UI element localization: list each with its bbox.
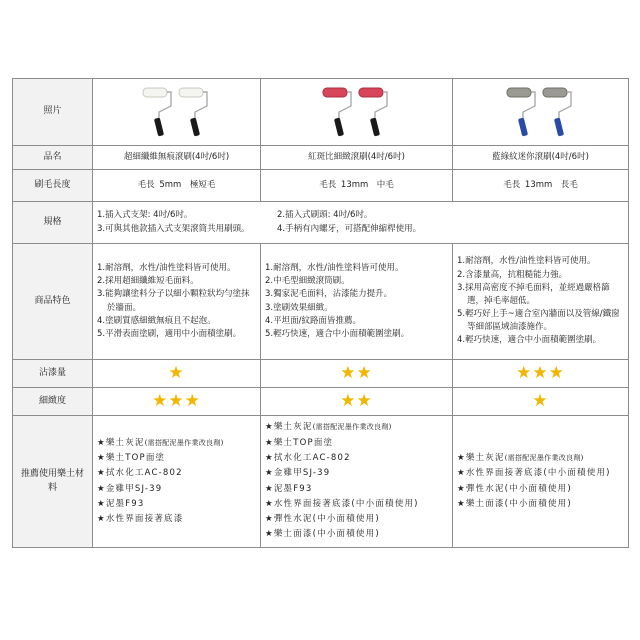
feature-item: 3.塗刷效果細緻。 bbox=[265, 302, 333, 313]
recommend-cell bbox=[261, 416, 453, 548]
features-cell bbox=[453, 244, 629, 360]
features-list bbox=[457, 255, 624, 347]
recommend-cell bbox=[93, 416, 261, 548]
absorb-row bbox=[13, 360, 629, 388]
spec-item: 4.手柄有內螺牙，可搭配伸縮桿使用。 bbox=[277, 223, 422, 234]
recommend-item: ★樂土面漆(中小面積使用) bbox=[265, 529, 380, 540]
features-cell bbox=[93, 244, 261, 360]
features-list bbox=[97, 262, 256, 341]
feature-item: 4.平坦面/紋路面皆推薦。 bbox=[265, 315, 361, 326]
row-label-recommend: 推薦使用樂土材料 bbox=[13, 416, 93, 548]
product-name: 紅斑比細緻滾刷(4吋/6吋) bbox=[261, 146, 453, 170]
row-label-name: 品名 bbox=[13, 146, 93, 170]
feature-item: 5.平滑表面塗刷，適用中小面積塗刷。 bbox=[97, 328, 242, 339]
row-label-absorb: 沾漆量 bbox=[13, 360, 93, 388]
absorb-rating-stars: ★★★ bbox=[453, 360, 629, 388]
feature-item: 2.採用超細纖維短毛面料。 bbox=[97, 276, 199, 287]
recommend-item: ★水性界面接著底漆(中小面積使用) bbox=[457, 468, 611, 479]
spec-line bbox=[97, 209, 624, 222]
recommend-item: ★樂土灰泥(需搭配泥墨作業改良劑) bbox=[97, 437, 224, 448]
recommend-item: ★泥墨F93 bbox=[97, 498, 145, 509]
comparison-table bbox=[12, 78, 629, 548]
feature-item: 3.採用高密度不掉毛面料，並經過嚴格篩選，掉毛率超低。 bbox=[457, 282, 610, 306]
feature-item: 4.輕巧快速，適合中小面積範圍塗刷。 bbox=[457, 335, 602, 346]
name-row bbox=[13, 146, 629, 170]
row-label-features: 商品特色 bbox=[13, 244, 93, 360]
fineness-rating-stars: ★★★ bbox=[93, 388, 261, 416]
feature-item: 5.輕巧好上手~適合室內牆面以及管線/鐵窗等細部區域油漆施作。 bbox=[457, 309, 620, 333]
spec-item: 3.可與其他款插入式支架滾筒共用刷頭。 bbox=[97, 223, 250, 234]
features-list bbox=[265, 262, 448, 341]
fineness-row bbox=[13, 388, 629, 416]
spec-row bbox=[13, 202, 629, 244]
feature-item: 5.輕巧快速，適合中小面積範圍塗刷。 bbox=[265, 328, 410, 339]
bristle-length: 毛長 13mm 中毛 bbox=[261, 170, 453, 202]
bristle-length: 毛長 13mm 長毛 bbox=[453, 170, 629, 202]
product-name: 超細纖維無痕滾刷(4吋/6吋) bbox=[93, 146, 261, 170]
bristle-length: 毛長 5mm 極短毛 bbox=[93, 170, 261, 202]
spec-item: 2.插入式刷頭: 4吋/6吋。 bbox=[277, 210, 373, 221]
fineness-rating-stars: ★ bbox=[453, 388, 629, 416]
recommend-item: ★樂土TOP面塗 bbox=[97, 452, 166, 463]
spec-item: 1.插入式支架: 4吋/6吋。 bbox=[97, 210, 193, 221]
product-name: 藍綠紋迷你滾刷(4吋/6吋) bbox=[453, 146, 629, 170]
recommend-item: ★拭水化工AC-802 bbox=[265, 452, 351, 463]
recommend-list bbox=[457, 451, 624, 512]
roller-photo-gray bbox=[457, 82, 624, 142]
spec-line bbox=[97, 223, 624, 236]
recommend-item: ★金雞甲SJ-39 bbox=[97, 483, 163, 494]
length-row bbox=[13, 170, 629, 202]
row-label-photo: 照片 bbox=[13, 79, 93, 146]
roller-photo-white bbox=[97, 82, 256, 142]
recommend-item: ★樂土灰泥(需搭配泥墨作業改良劑) bbox=[457, 452, 584, 463]
feature-item: 1.耐溶劑，水性/油性塗料皆可使用。 bbox=[265, 262, 404, 273]
fineness-rating-stars: ★★ bbox=[261, 388, 453, 416]
recommend-row bbox=[13, 416, 629, 548]
recommend-item: ★水性界面接著底漆(中小面積使用) bbox=[265, 498, 419, 509]
recommend-item: ★水性界面接著底漆 bbox=[97, 514, 184, 525]
row-label-fineness: 細緻度 bbox=[13, 388, 93, 416]
recommend-item: ★樂土灰泥(需搭配泥墨作業改良劑) bbox=[265, 422, 392, 433]
recommend-item: ★樂土TOP面塗 bbox=[265, 437, 334, 448]
recommend-list bbox=[97, 436, 256, 528]
row-label-length: 刷毛長度 bbox=[13, 170, 93, 202]
features-cell bbox=[261, 244, 453, 360]
feature-item: 1.耐溶劑，水性/油性塗料皆可使用。 bbox=[457, 256, 596, 267]
feature-item: 2.含漆量高，抗粗糙能力強。 bbox=[457, 269, 568, 280]
recommend-list bbox=[265, 420, 448, 542]
feature-item: 2.中毛型細緻滾筒刷。 bbox=[265, 276, 350, 287]
recommend-item: ★樂土面漆(中小面積使用) bbox=[457, 498, 572, 509]
photo-row bbox=[13, 79, 629, 146]
feature-item: 4.塗刷質感細緻無痕且不起泡。 bbox=[97, 315, 216, 326]
feature-item: 3.獨家泥毛面料，沾漆能力提升。 bbox=[265, 289, 393, 300]
absorb-rating-stars: ★ bbox=[93, 360, 261, 388]
red-roller-image bbox=[317, 84, 397, 140]
features-row bbox=[13, 244, 629, 360]
absorb-rating-stars: ★★ bbox=[261, 360, 453, 388]
recommend-item: ★彈性水泥(中小面積使用) bbox=[265, 514, 380, 525]
spec-cell bbox=[93, 202, 629, 244]
roller-photo-red bbox=[265, 82, 448, 142]
recommend-item: ★彈性水泥(中小面積使用) bbox=[457, 483, 572, 494]
row-label-spec: 規格 bbox=[13, 202, 93, 244]
product-photo-cell bbox=[261, 79, 453, 146]
recommend-item: ★泥墨F93 bbox=[265, 483, 313, 494]
feature-item: 1.耐溶劑，水性/油性塗料皆可使用。 bbox=[97, 262, 236, 273]
recommend-item: ★金雞甲SJ-39 bbox=[265, 468, 331, 479]
recommend-item: ★拭水化工AC-802 bbox=[97, 468, 183, 479]
feature-item: 3.能夠讓塗料分子以細小顆粒狀均勻塗抹於牆面。 bbox=[97, 289, 250, 313]
white-roller-image bbox=[137, 84, 217, 140]
product-photo-cell bbox=[453, 79, 629, 146]
recommend-cell bbox=[453, 416, 629, 548]
product-photo-cell bbox=[93, 79, 261, 146]
gray-roller-image bbox=[501, 84, 581, 140]
